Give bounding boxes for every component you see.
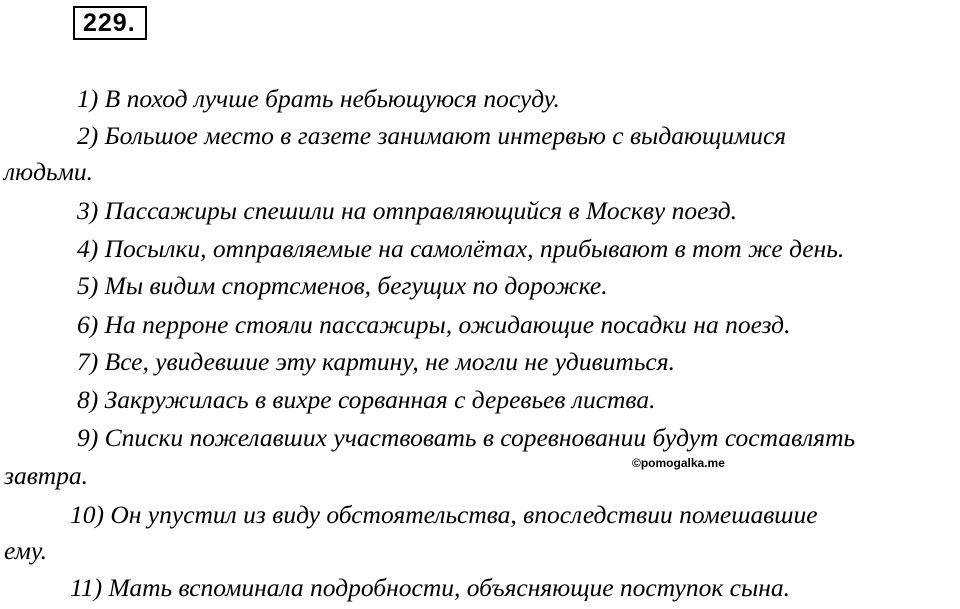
sentence-2-line-2: людьми. [4, 157, 94, 186]
sentence-3: 3) Пассажиры спешили на отправляющийся в Москву поезд. [77, 196, 737, 225]
sentence-6: 6) На перроне стояли пассажиры, ожидающие посадки на поезд. [77, 310, 791, 339]
sentence-4: 4) Посылки, отправляемые на самолётах, прибывают в тот же день. [77, 234, 845, 263]
sentence-11: 11) Мать вспоминала подробности, объясняющие поступок сына. [70, 573, 791, 602]
sentence-8: 8) Закружилась в вихре сорванная с деревьев листва. [77, 385, 656, 414]
watermark: ©pomogalka.me [632, 456, 725, 470]
exercise-number-box: 229. [73, 6, 147, 40]
sentence-9-line-2: завтра. [4, 461, 89, 490]
sentence-7: 7) Все, увидевшие эту картину, не могли не удивиться. [77, 347, 675, 376]
sentence-2-line-1: 2) Большое место в газете занимают интервью с выдающимися [77, 121, 787, 150]
sentence-10-line-2: ему. [4, 536, 48, 565]
sentence-10-line-1: 10) Он упустил из виду обстоятельства, впоследствии помешавшие [70, 500, 818, 529]
sentence-9-line-1: 9) Списки пожелавших участвовать в соревновании будут составлять [77, 423, 856, 452]
sentence-1: 1) В поход лучше брать небьющуюся посуду. [77, 84, 560, 113]
sentence-5: 5) Мы видим спортсменов, бегущих по дорожке. [77, 271, 608, 300]
